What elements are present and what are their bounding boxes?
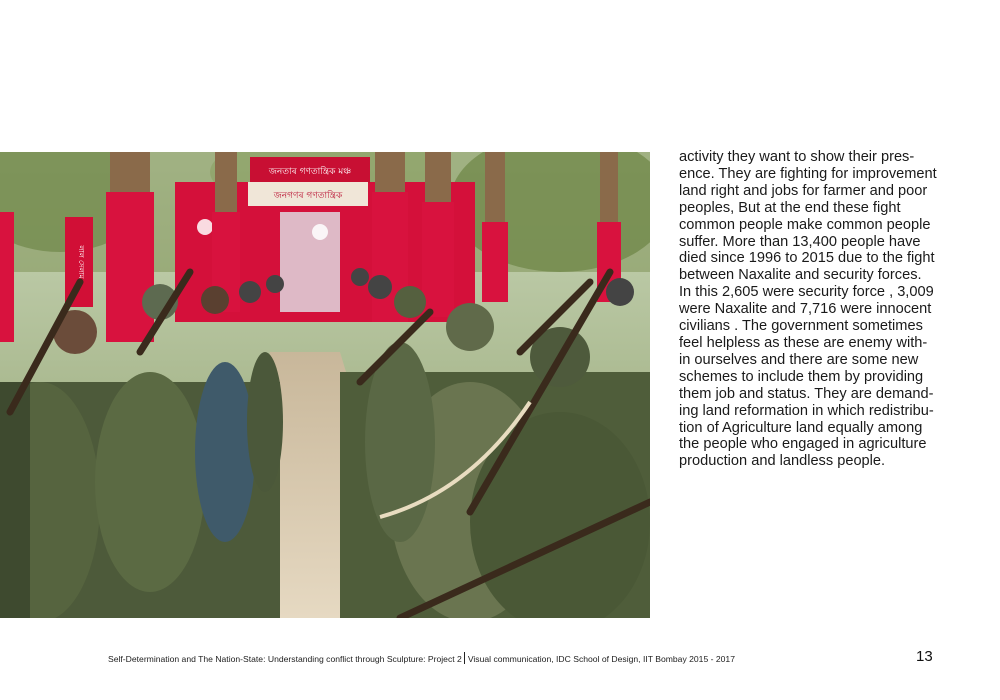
body-line: civilians . The government sometimes	[679, 318, 923, 335]
body-line: them job and status. They are demand-	[679, 385, 934, 402]
footer-institution: Visual communication, IDC School of Design, IIT Bombay 2015 - 2017	[467, 654, 735, 664]
body-line: ence. They are fighting for improvement	[679, 165, 937, 182]
body-line: common people make common people	[679, 216, 931, 233]
body-line: production and landless people.	[679, 453, 886, 470]
rally-photo	[0, 152, 650, 618]
body-text	[679, 149, 979, 470]
body-line: between Naxalite and security forces.	[679, 267, 922, 284]
body-line: feel helpless as these are enemy with-	[679, 334, 928, 351]
body-line: peoples, But at the end these fight	[679, 199, 901, 216]
body-line: the people who engaged in agriculture	[679, 436, 927, 453]
body-line: schemes to include them by providing	[679, 368, 924, 385]
side-banner-text: লাল সেলাম	[77, 245, 85, 279]
page-number: 13	[916, 648, 933, 665]
body-line: tion of Agriculture land equally among	[679, 419, 923, 436]
body-line: died since 1996 to 2015 due to the fight	[679, 250, 935, 267]
footer	[108, 652, 735, 664]
body-line: in ourselves and there are some new	[679, 351, 919, 368]
body-line: In this 2,605 were security force , 3,009	[679, 284, 934, 301]
body-line: land right and jobs for farmer and poor	[679, 182, 928, 199]
footer-divider	[464, 652, 465, 664]
body-line: ing land reformation in which redistribu-	[679, 402, 934, 419]
body-line: were Naxalite and 7,716 were innocent	[679, 301, 932, 318]
stage-banner-text: জনতাৰ গণতান্ত্ৰিক মঞ্চ	[268, 167, 352, 177]
stage-sign-text: জনগণৰ গণতান্ত্ৰিক	[273, 191, 343, 201]
body-line: activity they want to show their pres-	[679, 149, 915, 165]
body-line: suffer. More than 13,400 people have	[679, 233, 921, 250]
footer-project-title: Self-Determination and The Nation-State: Understanding conflict through Sculpture: Project 2	[108, 654, 462, 664]
rally-photo-illustration	[0, 152, 650, 618]
